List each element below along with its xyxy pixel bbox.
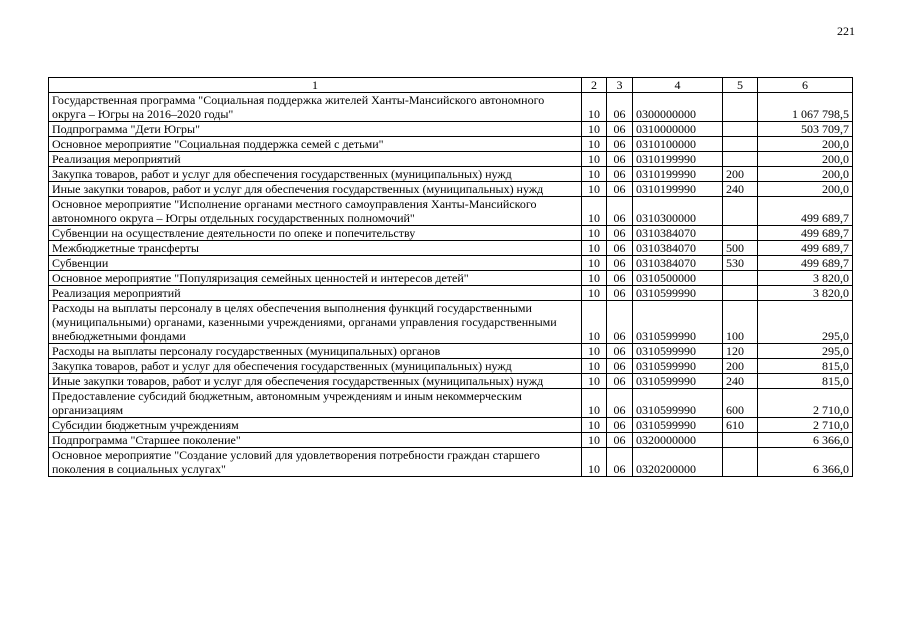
row-subsection-cell: 06 — [607, 448, 633, 477]
row-expense-type-cell — [723, 152, 758, 167]
row-expense-type-cell: 240 — [723, 374, 758, 389]
table-row — [49, 182, 853, 197]
row-name-cell: Реализация мероприятий — [49, 152, 582, 167]
row-amount-cell: 499 689,7 — [758, 197, 853, 226]
row-expense-type-cell — [723, 93, 758, 122]
row-target-article-cell: 0310199990 — [633, 152, 723, 167]
column-header-target-article: 4 — [633, 78, 723, 93]
row-subsection-cell: 06 — [607, 122, 633, 137]
table-header-row — [49, 78, 853, 93]
row-target-article-cell: 0310500000 — [633, 271, 723, 286]
row-expense-type-cell — [723, 271, 758, 286]
row-amount-cell: 499 689,7 — [758, 226, 853, 241]
row-section-cell: 10 — [582, 344, 607, 359]
row-expense-type-cell: 120 — [723, 344, 758, 359]
row-expense-type-cell — [723, 226, 758, 241]
row-name-cell: Предоставление субсидий бюджетным, автономным учреждениям и иным некоммерческим организациям — [49, 389, 582, 418]
row-expense-type-cell — [723, 197, 758, 226]
row-section-cell: 10 — [582, 226, 607, 241]
row-expense-type-cell: 600 — [723, 389, 758, 418]
row-name-cell: Основное мероприятие "Создание условий для удовлетворения потребности граждан старшего поколения в социальных услугах" — [49, 448, 582, 477]
table-row — [49, 93, 853, 122]
row-name-cell: Межбюджетные трансферты — [49, 241, 582, 256]
row-name-cell: Субвенции на осуществление деятельности по опеке и попечительству — [49, 226, 582, 241]
row-expense-type-cell: 530 — [723, 256, 758, 271]
budget-table — [48, 77, 853, 477]
row-subsection-cell: 06 — [607, 344, 633, 359]
table-row — [49, 389, 853, 418]
row-name-cell: Субвенции — [49, 256, 582, 271]
row-name-cell: Реализация мероприятий — [49, 286, 582, 301]
row-name-cell: Субсидии бюджетным учреждениям — [49, 418, 582, 433]
row-target-article-cell: 0310599990 — [633, 286, 723, 301]
row-amount-cell: 815,0 — [758, 374, 853, 389]
column-header-expense-type: 5 — [723, 78, 758, 93]
row-expense-type-cell: 200 — [723, 359, 758, 374]
row-amount-cell: 499 689,7 — [758, 241, 853, 256]
table-row — [49, 152, 853, 167]
row-amount-cell: 295,0 — [758, 301, 853, 344]
row-section-cell: 10 — [582, 301, 607, 344]
row-target-article-cell: 0320200000 — [633, 448, 723, 477]
row-amount-cell: 3 820,0 — [758, 286, 853, 301]
row-subsection-cell: 06 — [607, 374, 633, 389]
row-expense-type-cell — [723, 433, 758, 448]
row-section-cell: 10 — [582, 167, 607, 182]
row-name-cell: Основное мероприятие "Социальная поддержка семей с детьми" — [49, 137, 582, 152]
row-subsection-cell: 06 — [607, 271, 633, 286]
row-name-cell: Подпрограмма "Дети Югры" — [49, 122, 582, 137]
row-amount-cell: 6 366,0 — [758, 448, 853, 477]
row-section-cell: 10 — [582, 256, 607, 271]
table-row — [49, 137, 853, 152]
row-section-cell: 10 — [582, 448, 607, 477]
row-amount-cell: 3 820,0 — [758, 271, 853, 286]
row-subsection-cell: 06 — [607, 359, 633, 374]
row-expense-type-cell — [723, 286, 758, 301]
row-target-article-cell: 0310384070 — [633, 226, 723, 241]
table-row — [49, 359, 853, 374]
row-amount-cell: 200,0 — [758, 137, 853, 152]
row-target-article-cell: 0300000000 — [633, 93, 723, 122]
row-subsection-cell: 06 — [607, 286, 633, 301]
row-target-article-cell: 0310199990 — [633, 167, 723, 182]
row-section-cell: 10 — [582, 152, 607, 167]
row-target-article-cell: 0310000000 — [633, 122, 723, 137]
row-name-cell: Иные закупки товаров, работ и услуг для обеспечения государственных (муниципальных) нужд — [49, 374, 582, 389]
row-subsection-cell: 06 — [607, 93, 633, 122]
row-expense-type-cell — [723, 137, 758, 152]
row-target-article-cell: 0310384070 — [633, 241, 723, 256]
row-name-cell: Основное мероприятие "Популяризация семейных ценностей и интересов детей" — [49, 271, 582, 286]
column-header-subsection: 3 — [607, 78, 633, 93]
row-expense-type-cell — [723, 448, 758, 477]
table-row — [49, 271, 853, 286]
row-expense-type-cell: 240 — [723, 182, 758, 197]
row-target-article-cell: 0310100000 — [633, 137, 723, 152]
row-section-cell: 10 — [582, 374, 607, 389]
row-subsection-cell: 06 — [607, 226, 633, 241]
page-number: 221 — [837, 24, 855, 38]
table-row — [49, 418, 853, 433]
row-target-article-cell: 0310599990 — [633, 344, 723, 359]
row-section-cell: 10 — [582, 389, 607, 418]
row-target-article-cell: 0310300000 — [633, 197, 723, 226]
row-target-article-cell: 0310599990 — [633, 359, 723, 374]
row-target-article-cell: 0310599990 — [633, 418, 723, 433]
table-row — [49, 374, 853, 389]
row-name-cell: Расходы на выплаты персоналу государственных (муниципальных) органов — [49, 344, 582, 359]
row-name-cell: Иные закупки товаров, работ и услуг для обеспечения государственных (муниципальных) нужд — [49, 182, 582, 197]
row-section-cell: 10 — [582, 359, 607, 374]
row-name-cell: Государственная программа "Социальная поддержка жителей Ханты-Мансийского автономного округа – Югры на 2016–2020 годы" — [49, 93, 582, 122]
table-row — [49, 167, 853, 182]
row-amount-cell: 200,0 — [758, 167, 853, 182]
row-amount-cell: 815,0 — [758, 359, 853, 374]
row-amount-cell: 1 067 798,5 — [758, 93, 853, 122]
row-section-cell: 10 — [582, 137, 607, 152]
row-section-cell: 10 — [582, 286, 607, 301]
row-target-article-cell: 0310599990 — [633, 301, 723, 344]
row-subsection-cell: 06 — [607, 256, 633, 271]
row-amount-cell: 503 709,7 — [758, 122, 853, 137]
row-subsection-cell: 06 — [607, 433, 633, 448]
row-target-article-cell: 0310384070 — [633, 256, 723, 271]
row-target-article-cell: 0310599990 — [633, 374, 723, 389]
row-amount-cell: 2 710,0 — [758, 389, 853, 418]
row-section-cell: 10 — [582, 418, 607, 433]
row-amount-cell: 499 689,7 — [758, 256, 853, 271]
column-header-section: 2 — [582, 78, 607, 93]
table-row — [49, 301, 853, 344]
row-name-cell: Закупка товаров, работ и услуг для обеспечения государственных (муниципальных) нужд — [49, 359, 582, 374]
row-expense-type-cell: 500 — [723, 241, 758, 256]
table-row — [49, 433, 853, 448]
row-subsection-cell: 06 — [607, 137, 633, 152]
row-expense-type-cell — [723, 122, 758, 137]
row-name-cell: Расходы на выплаты персоналу в целях обеспечения выполнения функций государственными (муниципальными) органами, казенными учреждениями, органами управления государственными внебюджетными фондами — [49, 301, 582, 344]
row-subsection-cell: 06 — [607, 167, 633, 182]
table-body — [49, 93, 853, 477]
row-subsection-cell: 06 — [607, 241, 633, 256]
row-expense-type-cell: 610 — [723, 418, 758, 433]
row-amount-cell: 200,0 — [758, 182, 853, 197]
table-row — [49, 226, 853, 241]
table-row — [49, 197, 853, 226]
row-expense-type-cell: 200 — [723, 167, 758, 182]
table-row — [49, 448, 853, 477]
row-target-article-cell: 0310599990 — [633, 389, 723, 418]
row-amount-cell: 200,0 — [758, 152, 853, 167]
table-row — [49, 344, 853, 359]
row-name-cell: Подпрограмма "Старшее поколение" — [49, 433, 582, 448]
row-section-cell: 10 — [582, 122, 607, 137]
row-amount-cell: 2 710,0 — [758, 418, 853, 433]
row-amount-cell: 6 366,0 — [758, 433, 853, 448]
row-section-cell: 10 — [582, 241, 607, 256]
row-subsection-cell: 06 — [607, 301, 633, 344]
row-section-cell: 10 — [582, 271, 607, 286]
column-header-name: 1 — [49, 78, 582, 93]
row-section-cell: 10 — [582, 93, 607, 122]
row-amount-cell: 295,0 — [758, 344, 853, 359]
row-subsection-cell: 06 — [607, 197, 633, 226]
table-row — [49, 256, 853, 271]
row-subsection-cell: 06 — [607, 152, 633, 167]
row-subsection-cell: 06 — [607, 182, 633, 197]
row-section-cell: 10 — [582, 433, 607, 448]
row-section-cell: 10 — [582, 197, 607, 226]
row-expense-type-cell: 100 — [723, 301, 758, 344]
row-target-article-cell: 0310199990 — [633, 182, 723, 197]
row-subsection-cell: 06 — [607, 389, 633, 418]
row-section-cell: 10 — [582, 182, 607, 197]
row-name-cell: Основное мероприятие "Исполнение органами местного самоуправления Ханты-Мансийского автономного округа – Югры отдельных государственных полномочий" — [49, 197, 582, 226]
row-name-cell: Закупка товаров, работ и услуг для обеспечения государственных (муниципальных) нужд — [49, 167, 582, 182]
row-subsection-cell: 06 — [607, 418, 633, 433]
row-target-article-cell: 0320000000 — [633, 433, 723, 448]
table-row — [49, 241, 853, 256]
table-row — [49, 122, 853, 137]
table-row — [49, 286, 853, 301]
column-header-amount: 6 — [758, 78, 853, 93]
